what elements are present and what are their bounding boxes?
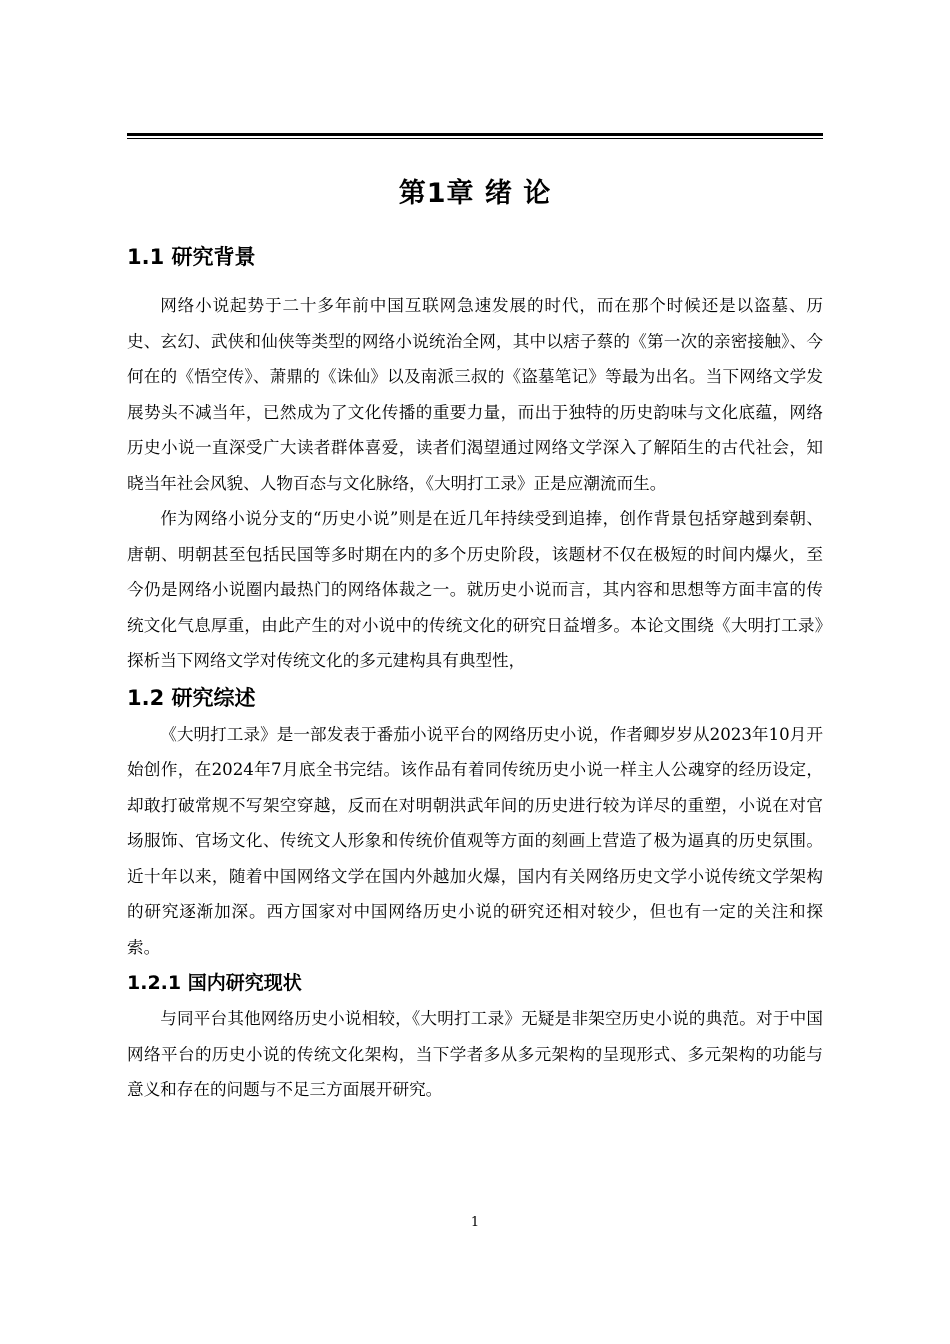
header-rule (127, 133, 823, 139)
paragraph: 《大明打工录》是一部发表于番茄小说平台的网络历史小说，作者卿岁岁从2023年10月开始创作，在2024年7月底全书完结。该作品有着同传统历史小说一样主人公魂穿的经历设定，却敢打破常规不写架空穿越，反而在对明朝洪武年间的历史进行较为详尽的重塑，小说在对官场服饰、官场文化、传统文人形象和传统价值观等方面的刻画上营造了极为逼真的历史氛围。近十年以来，随着中国网络文学在国内外越加火爆，国内有关网络历史文学小说传统文学架构的研究逐渐加深。西方国家对中国网络历史小说的研究还相对较少，但也有一定的关注和探索。 (127, 724, 823, 957)
paragraph: 网络小说起势于二十多年前中国互联网急速发展的时代，而在那个时候还是以盗墓、历史、玄幻、武侠和仙侠等类型的网络小说统治全网，其中以痞子蔡的《第一次的亲密接触》、今何在的《悟空传》、萧鼎的《诛仙》以及南派三叔的《盗墓笔记》等最为出名。当下网络文学发展势头不减当年，已然成为了文化传播的重要力量，而出于独特的历史韵味与文化底蕴，网络历史小说一直深受广大读者群体喜爱，读者们渴望通过网络文学深入了解陌生的古代社会，知晓当年社会风貌、人物百态与文化脉络，《大明打工录》正是应潮流而生。 (127, 296, 823, 493)
header-rule-thin-line (127, 138, 823, 139)
page-number: 1 (470, 1215, 480, 1230)
section-heading-1-1: 1.1 研究背景 (127, 245, 256, 269)
paragraph: 与同平台其他网络历史小说相较，《大明打工录》无疑是非架空历史小说的典范。对于中国网络平台的历史小说的传统文化架构，当下学者多从多元架构的呈现形式、多元架构的功能与意义和存在的问题与不足三方面展开研究。 (127, 1009, 823, 1099)
document-body (127, 170, 823, 1108)
paragraph: 作为网络小说分支的“历史小说”则是在近几年持续受到追捧，创作背景包括穿越到秦朝、唐朝、明朝甚至包括民国等多时期在内的多个历史阶段，该题材不仅在极短的时间内爆火，至今仍是网络小说圈内最热门的网络体裁之一。就历史小说而言，其内容和思想等方面丰富的传统文化气息厚重，由此产生的对小说中的传统文化的研究日益增多。本论文围绕《大明打工录》探析当下网络文学对传统文化的多元建构具有典型性， (127, 509, 823, 670)
section-heading-1-2: 1.2 研究综述 (127, 685, 256, 710)
chapter-title: 第1章 绪 论 (398, 178, 552, 209)
header-rule-thick-line (127, 133, 823, 136)
subsection-heading-1-2-1: 1.2.1 国内研究现状 (127, 972, 302, 994)
